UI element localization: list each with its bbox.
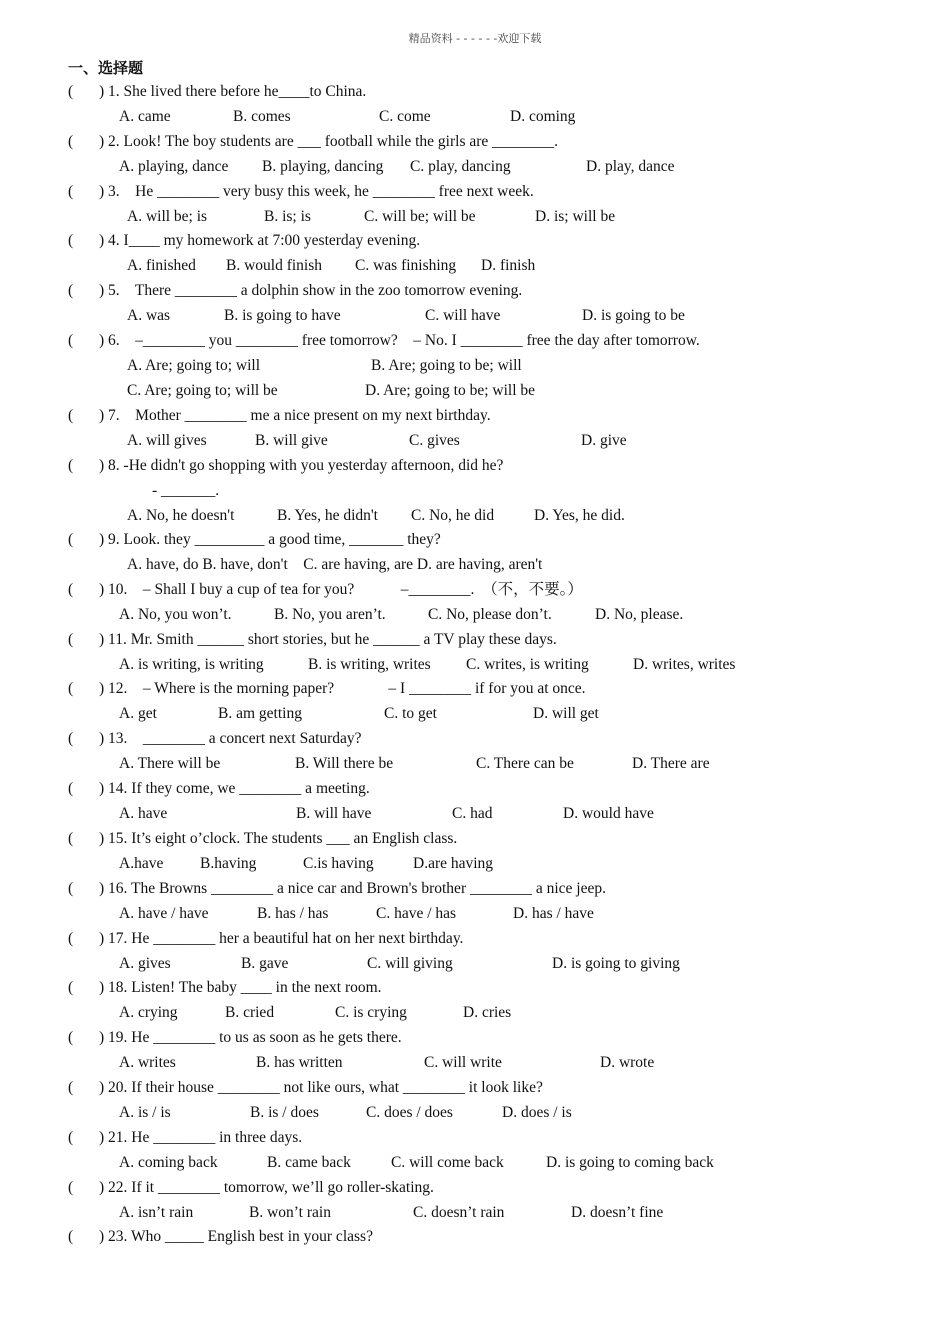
question-stem: ) 22. If it ________ tomorrow, we’ll go roller-skating. bbox=[99, 1179, 434, 1196]
answer-option: A. have bbox=[119, 805, 168, 822]
answer-option: B. won’t rain bbox=[249, 1204, 331, 1221]
question-stem: ) 10. – Shall I buy a cup of tea for you? –________. （不，不要。） bbox=[99, 581, 583, 598]
answer-option: B. will give bbox=[255, 432, 328, 449]
answer-option: A. gives bbox=[119, 955, 171, 972]
answer-paren-open: ( bbox=[68, 133, 74, 150]
answer-paren-open: ( bbox=[68, 282, 74, 299]
answer-paren-open: ( bbox=[68, 332, 74, 349]
answer-paren-open: ( bbox=[68, 407, 74, 424]
answer-option: C. does / does bbox=[366, 1104, 453, 1121]
answer-paren-open: ( bbox=[68, 1079, 74, 1096]
answer-option: C. will giving bbox=[367, 955, 453, 972]
question-stem: ) 9. Look. they _________ a good time, _______ they? bbox=[99, 531, 441, 548]
answer-option: D. writes, writes bbox=[633, 656, 736, 673]
answer-option: A.have bbox=[119, 855, 164, 872]
question-stem: ) 5. There ________ a dolphin show in the zoo tomorrow evening. bbox=[99, 282, 523, 299]
answer-option: D. has / have bbox=[513, 905, 594, 922]
answer-option: C. Are; going to; will be bbox=[127, 382, 278, 399]
question-stem: ) 13. ________ a concert next Saturday? bbox=[99, 730, 362, 747]
answer-option: D. There are bbox=[632, 755, 710, 772]
answer-option: D. is; will be bbox=[535, 208, 616, 225]
answer-paren-open: ( bbox=[68, 730, 74, 747]
question-stem: ) 2. Look! The boy students are ___ football while the girls are ________. bbox=[99, 133, 559, 150]
answer-option: C. doesn’t rain bbox=[413, 1204, 505, 1221]
answer-option: D. play, dance bbox=[586, 158, 675, 175]
answer-option: C. No, please don’t. bbox=[428, 606, 552, 623]
answer-option: C. was finishing bbox=[355, 257, 457, 274]
answer-option: A. No, he doesn't bbox=[127, 507, 235, 524]
answer-option: D. doesn’t fine bbox=[571, 1204, 664, 1221]
answer-option: B. gave bbox=[241, 955, 289, 972]
answer-option: C. play, dancing bbox=[410, 158, 511, 175]
answer-option: C. writes, is writing bbox=[466, 656, 589, 673]
answer-paren-open: ( bbox=[68, 83, 74, 100]
answer-option: A. was bbox=[127, 307, 171, 324]
answer-option: B. is going to have bbox=[224, 307, 341, 324]
answer-option: D. give bbox=[581, 432, 627, 449]
answer-paren-open: ( bbox=[68, 1129, 74, 1146]
answer-option: A. isn’t rain bbox=[119, 1204, 194, 1221]
answer-option: C. will be; will be bbox=[364, 208, 476, 225]
answer-option: C. will have bbox=[425, 307, 501, 324]
answer-option: C.is having bbox=[303, 855, 374, 872]
answer-paren-open: ( bbox=[68, 531, 74, 548]
answer-option: A. playing, dance bbox=[119, 158, 229, 175]
answer-option: C. is crying bbox=[335, 1004, 407, 1021]
question-stem: ) 21. He ________ in three days. bbox=[99, 1129, 303, 1146]
answer-paren-open: ( bbox=[68, 1029, 74, 1046]
answer-option: B. came back bbox=[267, 1154, 351, 1171]
answer-option: A. coming back bbox=[119, 1154, 218, 1171]
answer-option: A. There will be bbox=[119, 755, 221, 772]
question-stem: ) 15. It’s eight o’clock. The students ___ an English class. bbox=[99, 830, 458, 847]
question-stem: ) 18. Listen! The baby ____ in the next room. bbox=[99, 979, 382, 996]
answer-option: B. am getting bbox=[218, 705, 302, 722]
answer-option: B. has / has bbox=[257, 905, 329, 922]
answer-option: B. has written bbox=[256, 1054, 343, 1071]
answer-paren-open: ( bbox=[68, 581, 74, 598]
section-title: 一、选择题 bbox=[68, 59, 144, 77]
page-header: 精品资料 - - - - - -欢迎下载 bbox=[408, 32, 542, 45]
answer-option: C. to get bbox=[384, 705, 437, 722]
answer-option: C. have / has bbox=[376, 905, 457, 922]
question-stem: ) 17. He ________ her a beautiful hat on her next birthday. bbox=[99, 930, 464, 947]
answer-option: C. come bbox=[379, 108, 431, 125]
answer-option: A. is / is bbox=[119, 1104, 171, 1121]
answer-option: A. No, you won’t. bbox=[119, 606, 232, 623]
answer-paren-open: ( bbox=[68, 979, 74, 996]
question-stem-continuation: - _______. bbox=[152, 482, 220, 499]
question-stem: ) 11. Mr. Smith ______ short stories, but he ______ a TV play these days. bbox=[99, 631, 557, 648]
answer-option: B. Yes, he didn't bbox=[277, 507, 378, 524]
answer-paren-open: ( bbox=[68, 930, 74, 947]
answer-option: A. have / have bbox=[119, 905, 209, 922]
answer-option: D.are having bbox=[413, 855, 494, 872]
answer-option: D. is going to giving bbox=[552, 955, 680, 972]
question-stem: ) 7. Mother ________ me a nice present on my next birthday. bbox=[99, 407, 491, 424]
answer-option: A. get bbox=[119, 705, 157, 722]
answer-option: D. does / is bbox=[502, 1104, 572, 1121]
answer-paren-open: ( bbox=[68, 780, 74, 797]
answer-option: C. will come back bbox=[391, 1154, 504, 1171]
answer-paren-open: ( bbox=[68, 457, 74, 474]
answer-option: D. is going to be bbox=[582, 307, 685, 324]
answer-option: C. will write bbox=[424, 1054, 502, 1071]
answer-paren-open: ( bbox=[68, 1179, 74, 1196]
answer-option: C. There can be bbox=[476, 755, 574, 772]
answer-option: D. Yes, he did. bbox=[534, 507, 625, 524]
question-stem: ) 6. –________ you ________ free tomorrow? – No. I ________ free the day after tomorrow. bbox=[99, 332, 700, 349]
answer-option: B. is; is bbox=[264, 208, 311, 225]
answer-option: D. would have bbox=[563, 805, 654, 822]
answer-option: B. would finish bbox=[226, 257, 323, 274]
answer-option: C. No, he did bbox=[411, 507, 495, 524]
answer-option: D. will get bbox=[533, 705, 599, 722]
answer-option: B. is writing, writes bbox=[308, 656, 431, 673]
answer-option: B. No, you aren’t. bbox=[274, 606, 386, 623]
answer-option: B. is / does bbox=[250, 1104, 319, 1121]
answer-option: A. will be; is bbox=[127, 208, 208, 225]
question-stem: ) 1. She lived there before he____to China. bbox=[99, 83, 367, 100]
answer-option: A. is writing, is writing bbox=[119, 656, 264, 673]
answer-option: D. Are; going to be; will be bbox=[365, 382, 536, 399]
answer-option: B. playing, dancing bbox=[262, 158, 384, 175]
question-stem: ) 12. – Where is the morning paper? – I ________ if for you at once. bbox=[99, 680, 586, 697]
answer-option: C. gives bbox=[409, 432, 460, 449]
answer-option: A. writes bbox=[119, 1054, 176, 1071]
answer-option: B. Are; going to be; will bbox=[371, 357, 522, 374]
answer-paren-open: ( bbox=[68, 232, 74, 249]
question-stem: ) 20. If their house ________ not like ours, what ________ it look like? bbox=[99, 1079, 543, 1096]
answer-option: D. wrote bbox=[600, 1054, 655, 1071]
answer-option: D. cries bbox=[463, 1004, 512, 1021]
answer-paren-open: ( bbox=[68, 880, 74, 897]
answer-paren-open: ( bbox=[68, 830, 74, 847]
answer-paren-open: ( bbox=[68, 631, 74, 648]
answer-option: A. will gives bbox=[127, 432, 207, 449]
answer-option: B. comes bbox=[233, 108, 291, 125]
answer-paren-open: ( bbox=[68, 680, 74, 697]
answer-option: D. finish bbox=[481, 257, 536, 274]
question-stem: ) 16. The Browns ________ a nice car and Brown's brother ________ a nice jeep. bbox=[99, 880, 606, 897]
answer-option: B.having bbox=[200, 855, 257, 872]
answer-paren-open: ( bbox=[68, 183, 74, 200]
answer-option: B. will have bbox=[296, 805, 372, 822]
question-stem: ) 23. Who _____ English best in your class? bbox=[99, 1228, 373, 1245]
answer-option: D. No, please. bbox=[595, 606, 684, 623]
answer-option: B. Will there be bbox=[295, 755, 394, 772]
answer-option: D. is going to coming back bbox=[546, 1154, 714, 1171]
answer-paren-open: ( bbox=[68, 1228, 74, 1245]
question-stem: ) 14. If they come, we ________ a meeting. bbox=[99, 780, 370, 797]
answer-option: A. Are; going to; will bbox=[127, 357, 261, 374]
answer-option: A. crying bbox=[119, 1004, 178, 1021]
answer-option: C. had bbox=[452, 805, 493, 822]
question-stem: ) 3. He ________ very busy this week, he ________ free next week. bbox=[99, 183, 534, 200]
answer-option: B. cried bbox=[225, 1004, 275, 1021]
answer-option: A. finished bbox=[127, 257, 196, 274]
question-stem: ) 8. -He didn't go shopping with you yesterday afternoon, did he? bbox=[99, 457, 504, 474]
answer-option: A. came bbox=[119, 108, 171, 125]
answer-option: D. coming bbox=[510, 108, 576, 125]
question-stem: ) 19. He ________ to us as soon as he gets there. bbox=[99, 1029, 402, 1046]
question-stem: ) 4. I____ my homework at 7:00 yesterday evening. bbox=[99, 232, 421, 249]
answer-option: A. have, do B. have, don't C. are having, are D. are having, aren't bbox=[127, 556, 543, 573]
